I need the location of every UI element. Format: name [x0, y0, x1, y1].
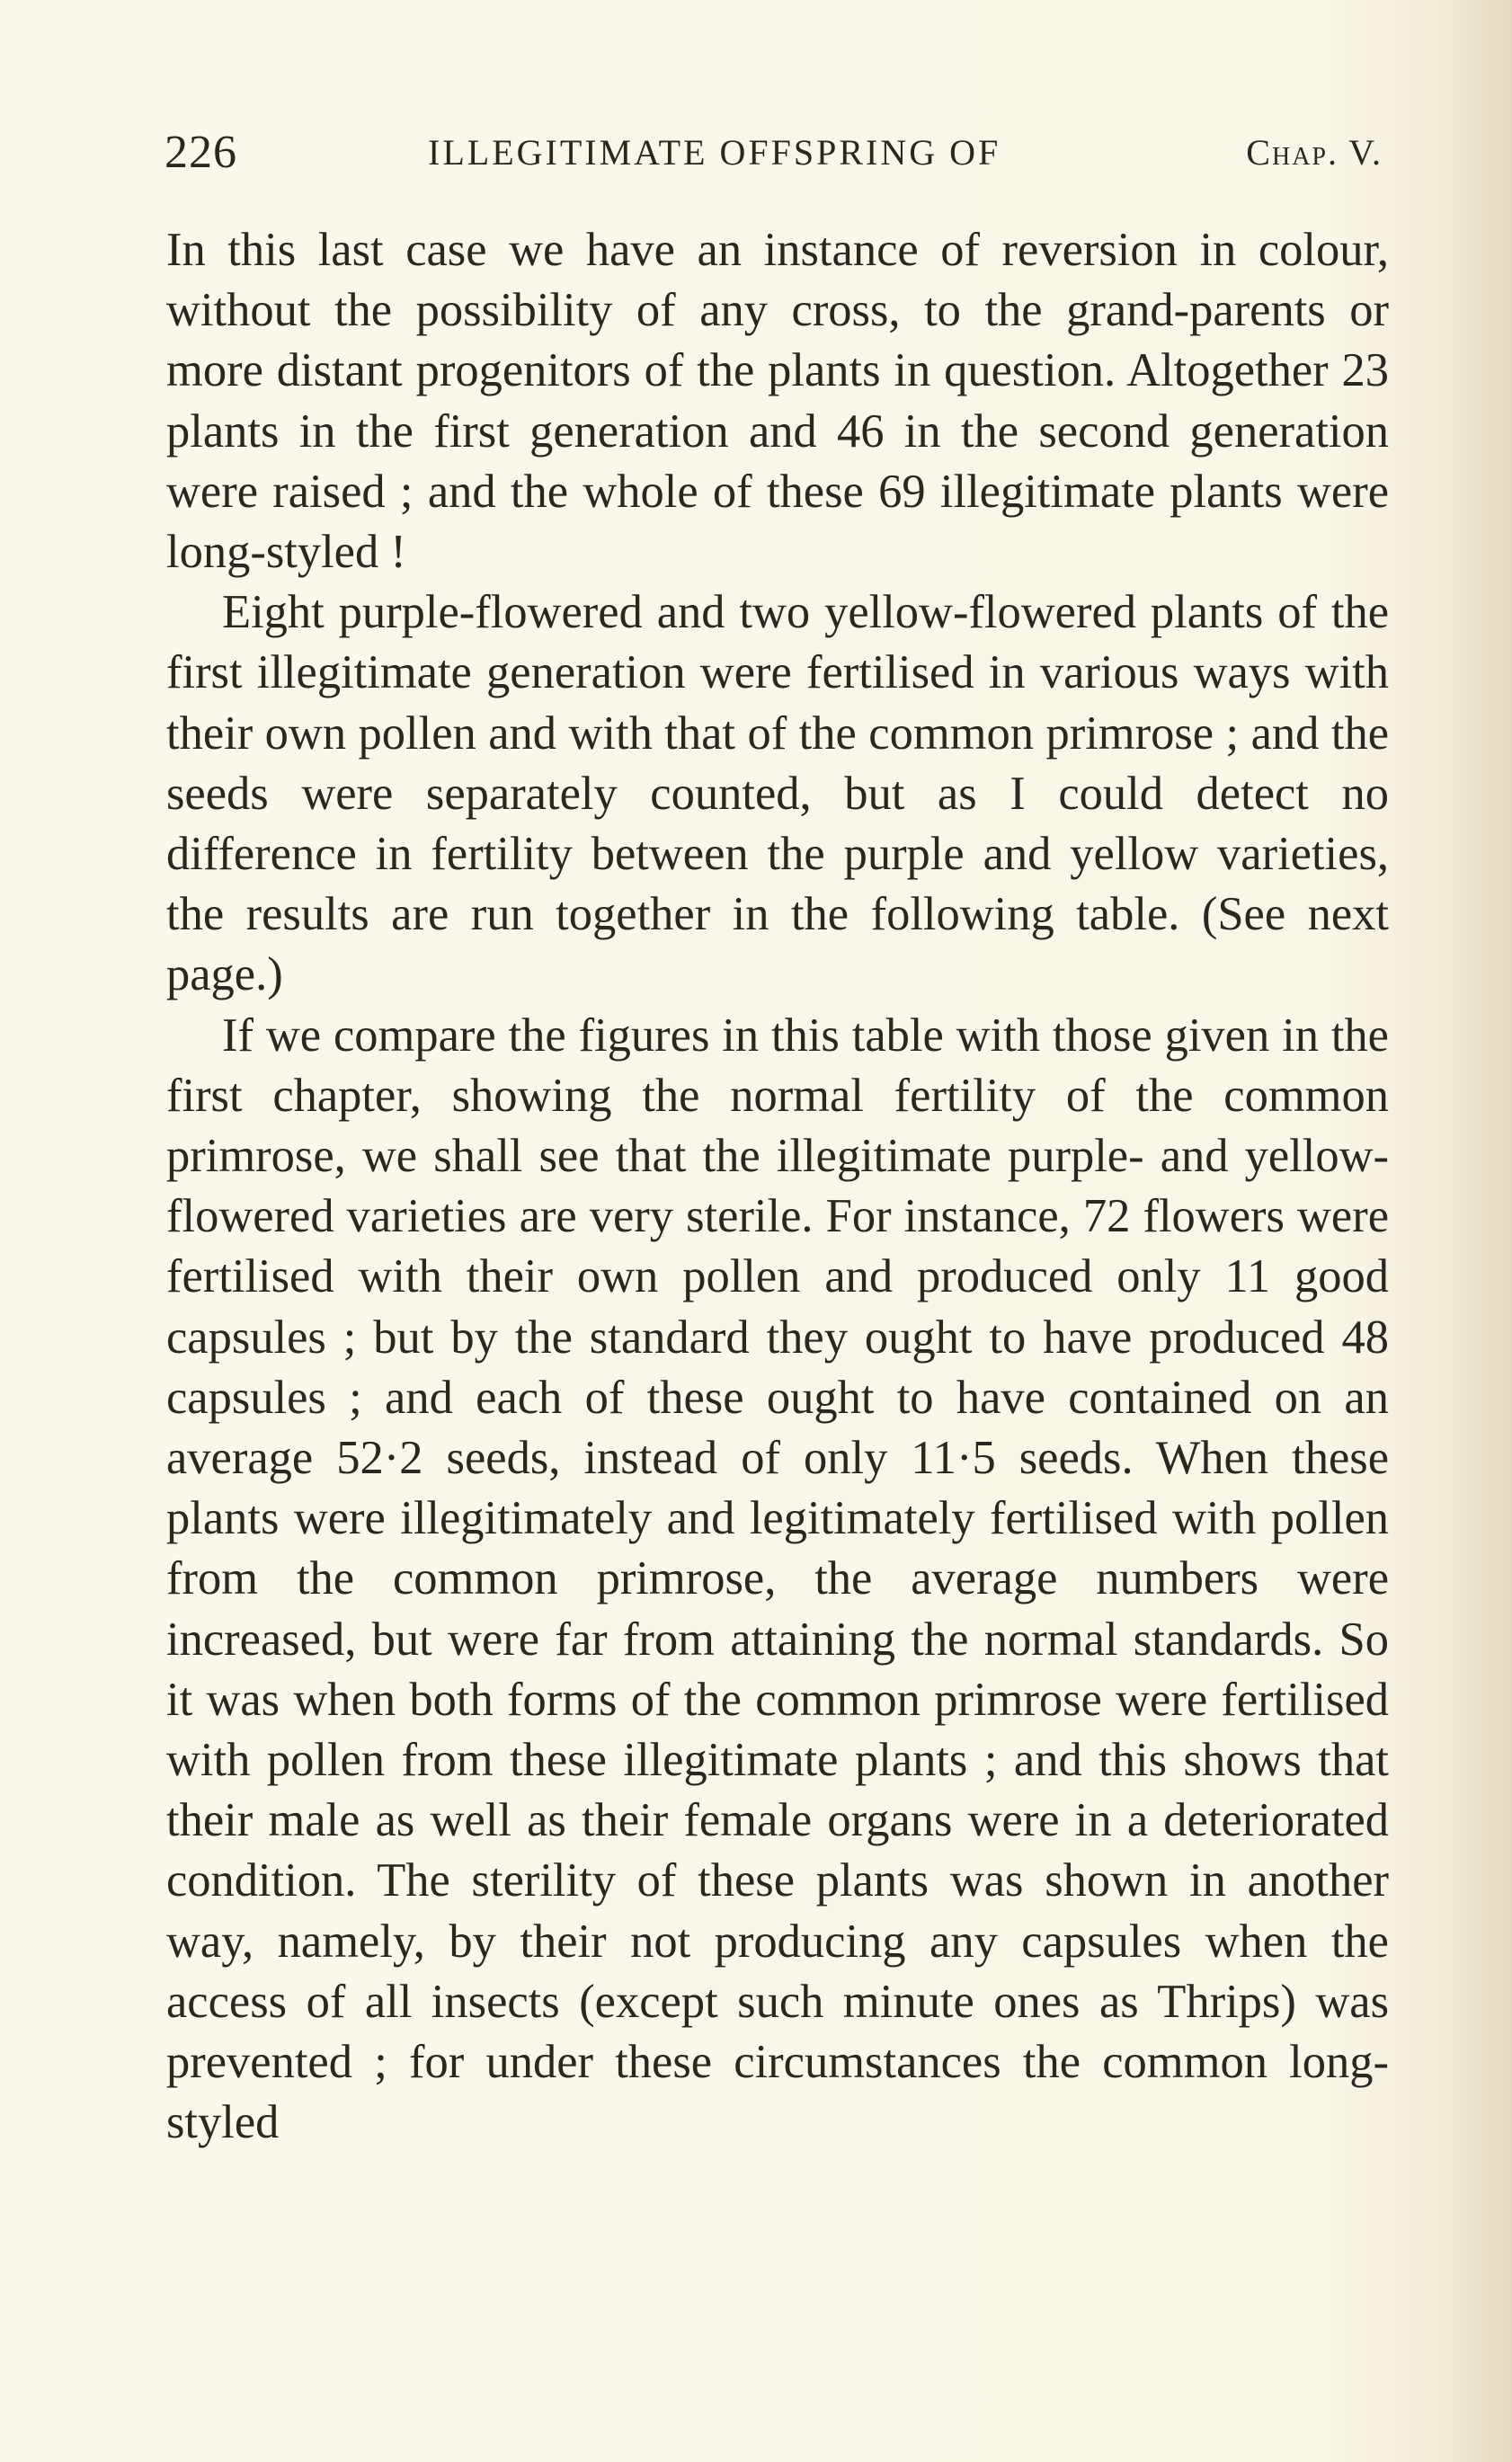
chapter-label: Chap. V. — [1246, 132, 1383, 173]
page-number: 226 — [165, 127, 237, 178]
paragraph-2: Eight purple-flowered and two yellow-flowered plants of the first illegitimate generation were fertilised in various ways with their own pollen and with that of the common primrose ; and the seeds were separately counted, but as I could detect no difference in fertility between the purple and yellow varieties, the results are run together in the following table. (See next page.) — [166, 586, 1389, 1001]
running-title: ILLEGITIMATE OFFSPRING OF — [428, 132, 1001, 173]
paragraph-1: In this last case we have an instance of reversion in colour, without the possibility of any cross, to the grand-parents or more distant progenitors of the plants in question. Altogether 23 plants in the first generation and 46 in the second generation were raised ; and the whole of these 69 illegitimate plants were long-styled ! — [166, 224, 1389, 579]
body-text — [166, 220, 1389, 2154]
page-header — [165, 126, 1383, 189]
paragraph-3: If we compare the figures in this table with those given in the first chapter, showing the normal fertility of the common primrose, we shall see that the illegitimate purple- and yellow-flowered varieties are very sterile. For instance, 72 flowers were fertilised with their own pollen and produced only 11 good capsules ; but by the standard they ought to have produced 48 capsules ; and each of these ought to have contained on an average 52·2 seeds, instead of only 11·5 seeds. When these plants were illegitimately and legitimately fertilised with pollen from the common primrose, the average numbers were increased, but were far from attaining the normal standards. So it was when both forms of the common primrose were fertilised with pollen from these illegitimate plants ; and this shows that their male as well as their female organs were in a deteriorated condition. The sterility of these plants was shown in another way, namely, by their not producing any capsules when the access of all insects (except such minute ones as Thrips) was prevented ; for under these circumstances the common long-styled — [166, 1009, 1389, 2149]
